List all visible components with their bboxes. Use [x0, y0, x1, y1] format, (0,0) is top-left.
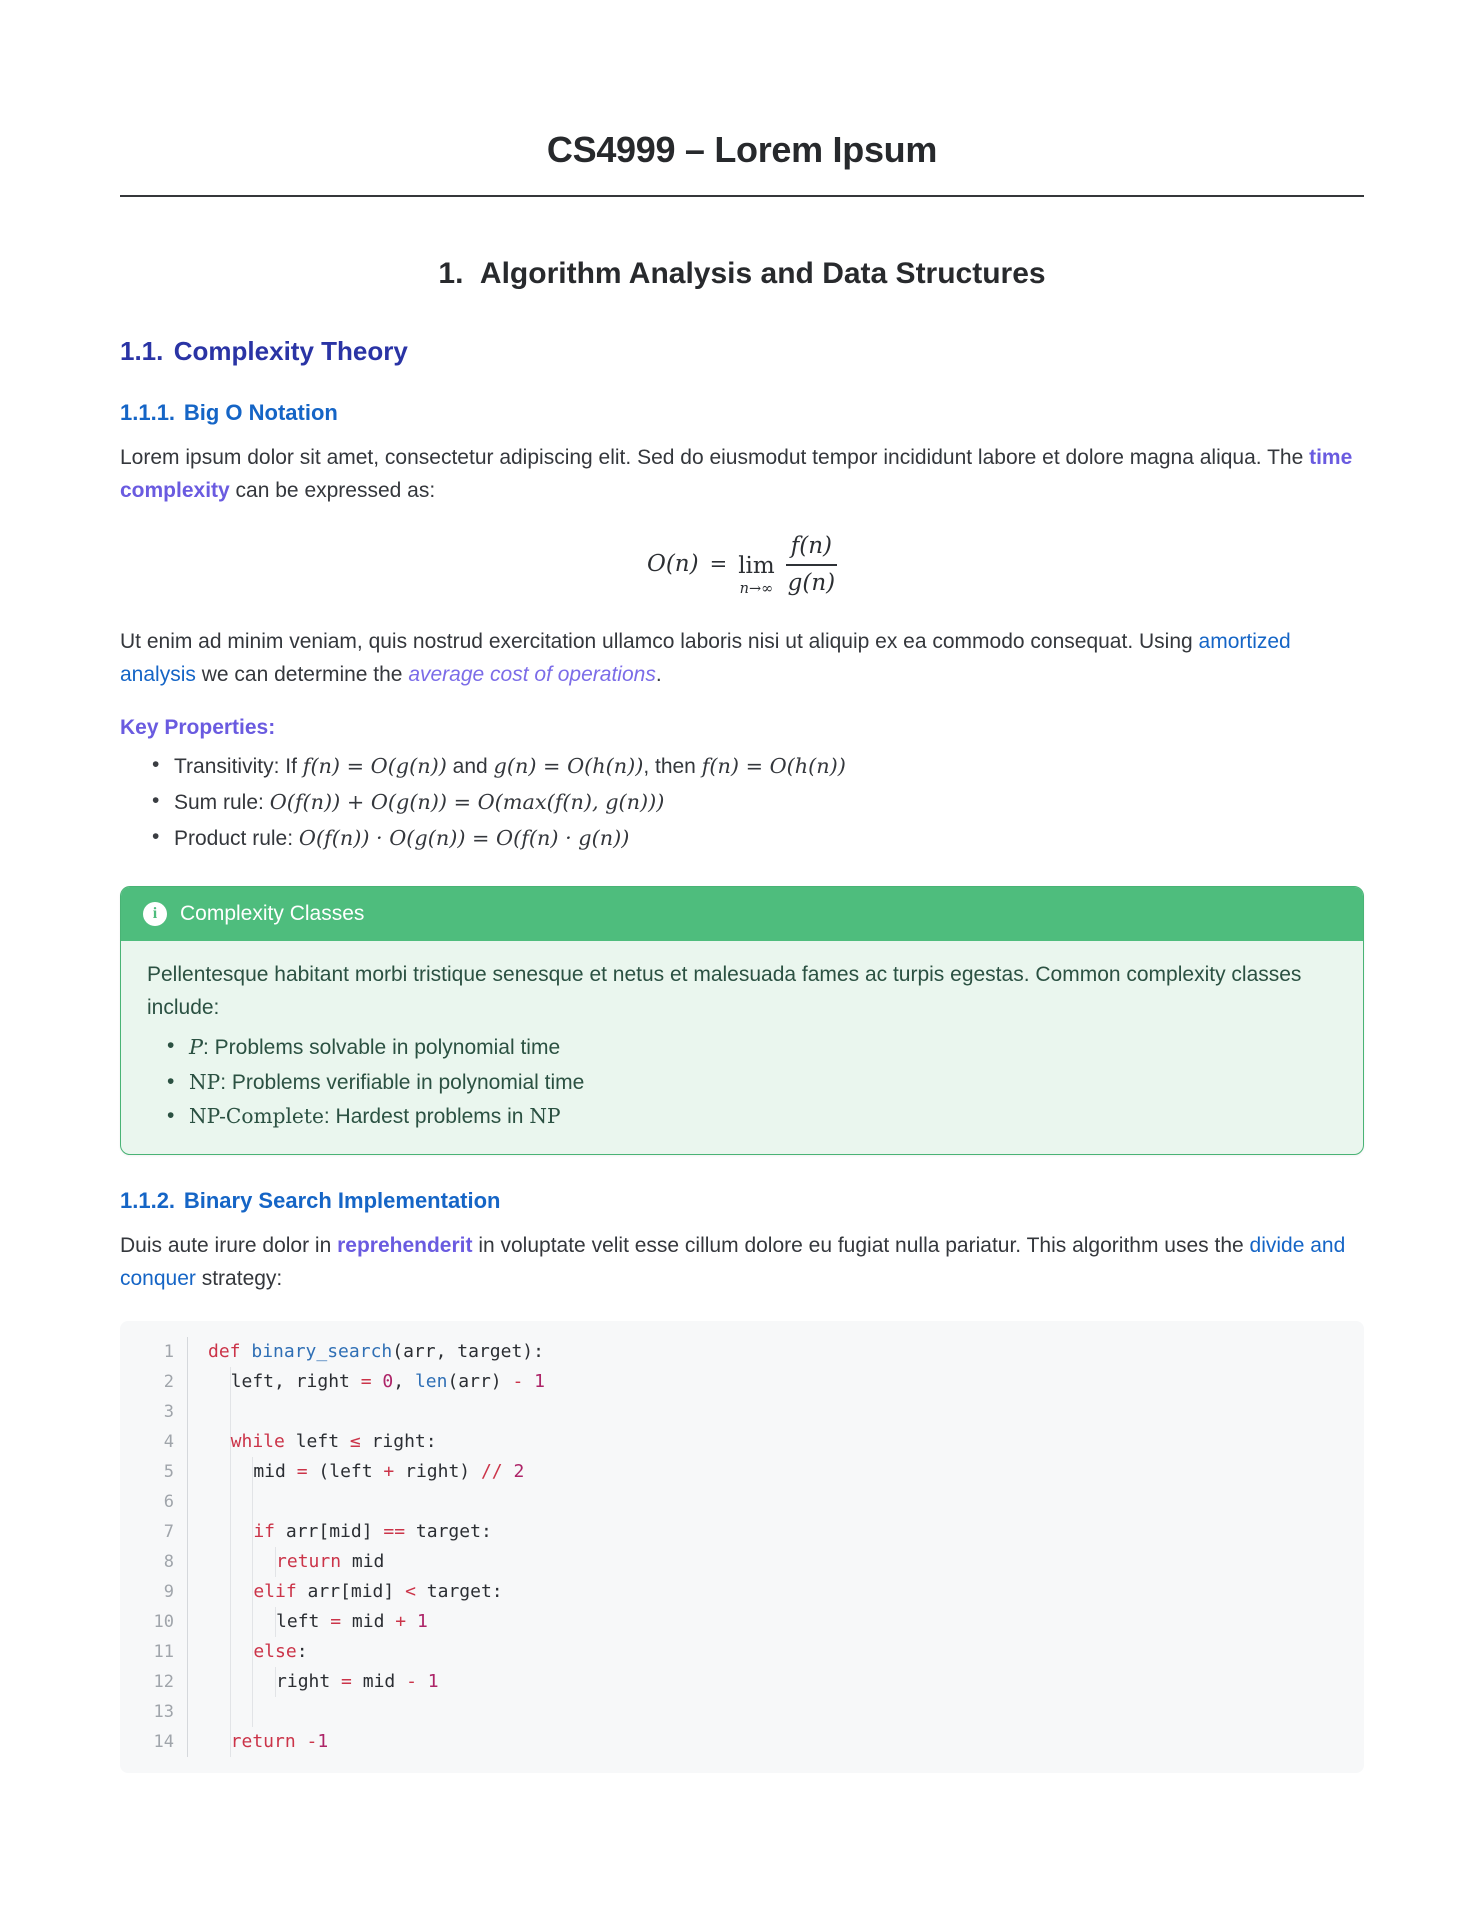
code-token: mid [351, 1611, 396, 1633]
text-segment: average cost of operations [408, 662, 656, 686]
indent-guide [208, 1697, 231, 1727]
code-token: right: [371, 1431, 437, 1453]
code-line [134, 1487, 1346, 1517]
code-token: 0 [382, 1371, 394, 1393]
code-token: 1 [416, 1611, 428, 1633]
fraction-denominator: g(n) [787, 569, 836, 596]
text-segment: O(f(n)) · O(g(n)) = O(f(n) · g(n)) [298, 825, 630, 850]
complexity-classes-callout [120, 886, 1364, 1156]
code-token: = [341, 1671, 363, 1693]
code-token: - [306, 1731, 318, 1753]
indent-guide [231, 1517, 254, 1547]
key-properties-list [120, 750, 1364, 855]
line-number: 5 [134, 1457, 188, 1487]
formula-equals: = [709, 552, 728, 577]
text-segment: f(n) = O(g(n)) [302, 754, 447, 779]
section-number: 1. [438, 257, 464, 291]
indent-guide [231, 1577, 254, 1607]
code-token: mid [362, 1671, 407, 1693]
callout-title: Complexity Classes [180, 901, 365, 925]
code-token: = [330, 1611, 352, 1633]
inline-link[interactable]: amortized analysis [120, 630, 1291, 686]
indent-guide [208, 1637, 231, 1667]
code-token: + [395, 1611, 417, 1633]
text-segment: g(n) = O(h(n)) [493, 754, 644, 779]
code-line [134, 1697, 1346, 1727]
code-token: if [253, 1521, 286, 1543]
text-segment: Product rule: [174, 826, 299, 850]
line-number: 10 [134, 1607, 188, 1637]
code-line [134, 1427, 1346, 1457]
code-line [134, 1637, 1346, 1667]
code-token: 1 [534, 1371, 546, 1393]
code-line [134, 1337, 1346, 1367]
list-item-sum-rule [150, 786, 1364, 820]
code-token: elif [253, 1581, 308, 1603]
text-segment: Pellentesque habitant morbi tristique senesque et netus et malesuada fames ac turpis egestas. Common complexity classes include: [147, 963, 1302, 1020]
code-token: left [276, 1611, 331, 1633]
text-segment: : Problems solvable in polynomial time [202, 1035, 561, 1059]
code-token: (arr, target): [392, 1341, 544, 1363]
code-content [188, 1487, 253, 1517]
big-o-formula [120, 533, 1364, 596]
code-token: target: [415, 1521, 492, 1543]
code-token: binary_search [251, 1341, 393, 1363]
list-item-np-complete [165, 1101, 1337, 1134]
indent-guide [208, 1457, 231, 1487]
indent-guide [231, 1487, 254, 1517]
indent-guide [253, 1607, 276, 1637]
code-token: ≤ [349, 1431, 372, 1453]
text-segment: strategy: [195, 1266, 283, 1290]
text-segment: . [655, 662, 662, 686]
paragraph-amortized [120, 626, 1364, 692]
subsection-heading-complexity-theory [120, 335, 1364, 368]
code-line [134, 1547, 1346, 1577]
limit-operator: lim [738, 552, 775, 579]
indent-guide [208, 1607, 231, 1637]
section-title: Algorithm Analysis and Data Structures [479, 257, 1046, 291]
line-number: 12 [134, 1667, 188, 1697]
code-token: (left [318, 1461, 384, 1483]
code-content [188, 1427, 437, 1457]
code-token: == [383, 1521, 416, 1543]
formula-limit [738, 552, 775, 597]
line-number: 6 [134, 1487, 188, 1517]
text-segment: Duis aute irure dolor in [120, 1233, 338, 1257]
code-token: arr[mid] [307, 1581, 406, 1603]
code-content [188, 1397, 231, 1427]
line-number: 1 [134, 1337, 188, 1367]
indent-guide [208, 1577, 231, 1607]
list-item-product-rule [150, 822, 1364, 856]
code-content [188, 1367, 545, 1397]
code-token: 1 [427, 1671, 439, 1693]
formula-lhs: O(n) [646, 550, 699, 577]
heading-number: 1.1.2. [120, 1188, 176, 1214]
text-segment: Lorem ipsum dolor sit amet, consectetur adipiscing elit. Sed do eiusmodut tempor incididunt labore et dolore magna aliqua. The [120, 445, 1310, 469]
code-token: left [295, 1431, 350, 1453]
line-number: 3 [134, 1397, 188, 1427]
indent-guide [208, 1487, 231, 1517]
callout-intro [147, 959, 1337, 1025]
heading-title: Big O Notation [183, 400, 338, 426]
code-token: left, right [230, 1371, 361, 1393]
text-segment: NP [529, 1104, 561, 1129]
code-token: // [480, 1461, 514, 1483]
text-segment: NP [189, 1069, 221, 1094]
code-token: target: [426, 1581, 503, 1603]
line-number: 9 [134, 1577, 188, 1607]
text-segment: and [446, 755, 494, 779]
text-segment: O(f(n)) + O(g(n)) = O(max(f(n), g(n))) [269, 790, 665, 815]
page-title: CS4999 – Lorem Ipsum [546, 129, 938, 170]
code-token: < [405, 1581, 427, 1603]
code-token: mid [351, 1551, 385, 1573]
indent-guide [231, 1667, 254, 1697]
info-icon: i [143, 902, 167, 926]
indent-guide [231, 1547, 254, 1577]
code-content [188, 1727, 328, 1757]
inline-link[interactable]: divide and conquer [120, 1233, 1346, 1290]
limit-subscript: n→∞ [739, 580, 774, 597]
code-content [188, 1337, 544, 1367]
indent-guide [208, 1427, 231, 1457]
code-token: (arr) [447, 1371, 513, 1393]
code-content [188, 1457, 524, 1487]
line-number: 8 [134, 1547, 188, 1577]
line-number: 4 [134, 1427, 188, 1457]
line-number: 2 [134, 1367, 188, 1397]
indent-guide [208, 1367, 231, 1397]
heading-binary-search [120, 1187, 1364, 1216]
code-token: return [230, 1731, 307, 1753]
callout-body [121, 941, 1363, 1154]
code-line [134, 1457, 1346, 1487]
code-line [134, 1667, 1346, 1697]
text-segment: we can determine the [195, 662, 409, 686]
fraction-numerator: f(n) [786, 533, 837, 565]
indent-guide [208, 1667, 231, 1697]
code-line [134, 1517, 1346, 1547]
list-item-p [165, 1031, 1337, 1065]
code-token: len [414, 1371, 448, 1393]
code-line [134, 1367, 1346, 1397]
code-token: = [360, 1371, 383, 1393]
code-line [134, 1727, 1346, 1757]
indent-guide [208, 1727, 231, 1757]
code-content [188, 1667, 439, 1697]
code-token: return [276, 1551, 352, 1573]
text-segment: : Hardest problems in [323, 1105, 530, 1129]
code-content [188, 1547, 384, 1577]
text-segment: NP-Complete [189, 1104, 324, 1129]
code-token: right) [405, 1461, 481, 1483]
code-token: : [296, 1641, 308, 1663]
indent-guide [253, 1667, 276, 1697]
indent-guide [231, 1457, 254, 1487]
code-content [188, 1697, 253, 1727]
document-header [120, 128, 1364, 197]
code-token: 2 [513, 1461, 525, 1483]
subsection-number: 1.1. [120, 335, 164, 366]
code-content [188, 1577, 503, 1607]
heading-title: Binary Search Implementation [183, 1188, 501, 1214]
paragraph-intro [120, 442, 1364, 508]
heading-number: 1.1.1. [120, 400, 176, 426]
formula-fraction [786, 533, 837, 596]
line-number: 7 [134, 1517, 188, 1547]
list-item-np [165, 1067, 1337, 1100]
text-segment: f(n) = O(h(n)) [701, 754, 846, 779]
code-line [134, 1577, 1346, 1607]
code-token: arr[mid] [285, 1521, 384, 1543]
code-token: 1 [317, 1731, 329, 1753]
text-segment: Sum rule: [174, 791, 270, 815]
text-segment: time complexity [120, 445, 1353, 502]
code-line [134, 1607, 1346, 1637]
text-segment: Ut enim ad minim veniam, quis nostrud exercitation ullamco laboris nisi ut aliquip ex ea commodo consequat. Using [120, 630, 1199, 654]
section-heading [120, 255, 1364, 293]
text-segment: Transitivity: If [174, 755, 303, 779]
code-token: - [406, 1671, 428, 1693]
code-token: = [296, 1461, 319, 1483]
code-token: - [512, 1371, 535, 1393]
callout-header [121, 887, 1363, 942]
code-token: + [383, 1461, 406, 1483]
line-number: 13 [134, 1697, 188, 1727]
callout-list [147, 1031, 1337, 1134]
code-token: right [276, 1671, 342, 1693]
text-segment: in voluptate velit esse cillum dolore eu fugiat nulla pariatur. This algorithm uses the [472, 1233, 1250, 1257]
indent-guide [231, 1697, 254, 1727]
code-block-binary-search [120, 1321, 1364, 1773]
indent-guide [208, 1517, 231, 1547]
code-content [188, 1637, 308, 1667]
code-content [188, 1517, 492, 1547]
code-token: else [253, 1641, 297, 1663]
paragraph-binary-search [120, 1230, 1364, 1296]
text-segment: P [189, 1034, 203, 1059]
title-divider [120, 195, 1364, 197]
list-item-transitivity [150, 750, 1364, 784]
key-properties-heading: Key Properties: [120, 715, 276, 739]
text-segment: : Problems verifiable in polynomial time [220, 1070, 585, 1094]
indent-guide [253, 1547, 276, 1577]
line-number: 14 [134, 1727, 188, 1757]
subsection-title: Complexity Theory [173, 335, 408, 366]
line-number: 11 [134, 1637, 188, 1667]
code-token: while [230, 1431, 296, 1453]
heading-big-o-notation [120, 399, 1364, 428]
indent-guide [208, 1397, 231, 1427]
code-lines [134, 1337, 1346, 1757]
code-token: , [393, 1371, 415, 1393]
code-content [188, 1607, 428, 1637]
code-token: mid [253, 1461, 297, 1483]
code-line [134, 1397, 1346, 1427]
text-segment: , then [643, 755, 702, 779]
indent-guide [231, 1637, 254, 1667]
indent-guide [208, 1547, 231, 1577]
indent-guide [231, 1607, 254, 1637]
text-segment: reprehenderit [337, 1233, 473, 1257]
text-segment: can be expressed as: [229, 478, 436, 502]
code-token: def [208, 1341, 252, 1363]
